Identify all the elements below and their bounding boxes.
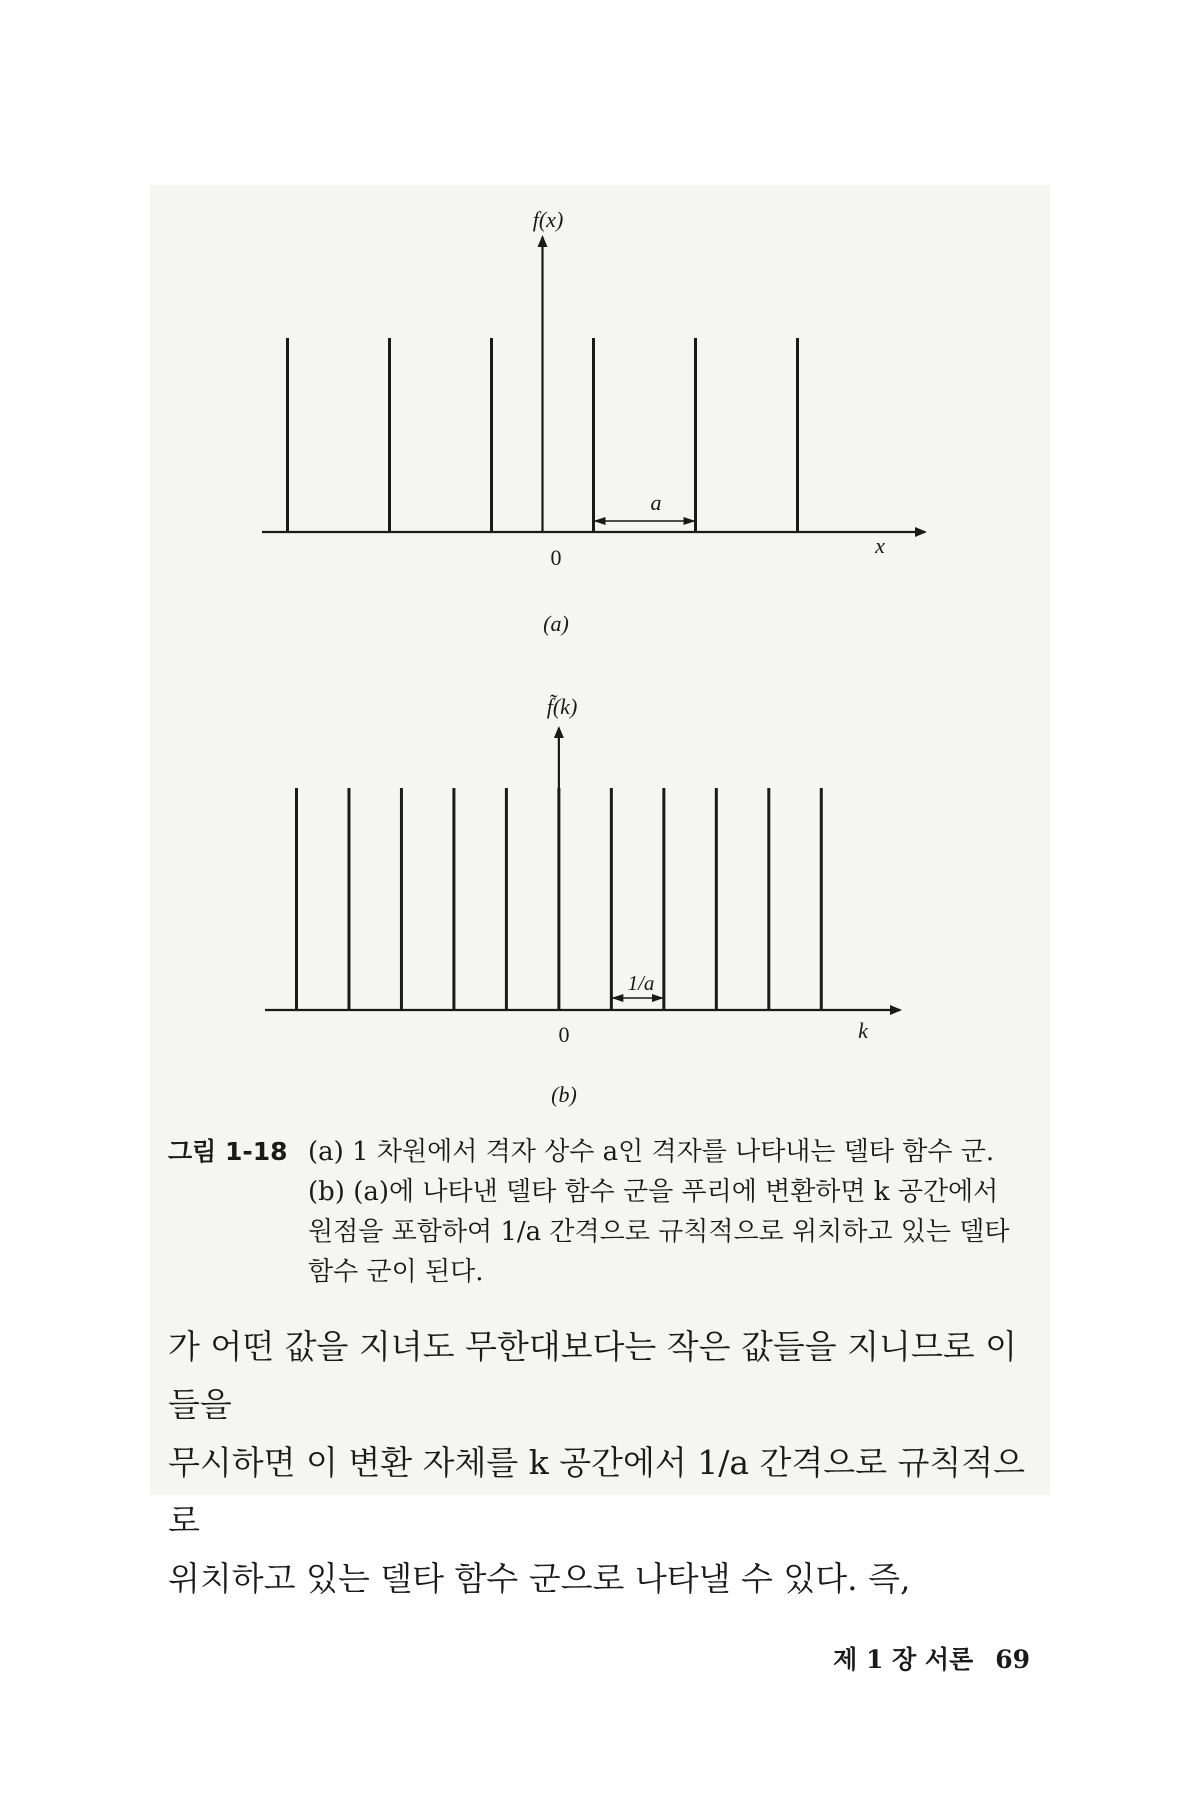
page-number: 69 xyxy=(995,1645,1030,1674)
body-line: 가 어떤 값을 지녀도 무한대보다는 작은 값들을 지니므로 이들을 xyxy=(168,1327,1017,1424)
figure-b-xlabel: k xyxy=(858,1018,868,1043)
body-line: 무시하면 이 변환 자체를 k 공간에서 1/a 간격으로 규칙적으로 xyxy=(168,1443,1026,1540)
caption-line: (a) 1 차원에서 격자 상수 a인 격자를 나타내는 델타 함수 군. xyxy=(308,1137,995,1167)
caption-text xyxy=(308,1132,1048,1292)
caption-line: (b) (a)에 나타낸 델타 함수 군을 푸리에 변환하면 k 공간에서 xyxy=(308,1177,999,1207)
caption-line: 원점을 포함하여 1/a 간격으로 규칙적으로 위치하고 있는 델타 xyxy=(308,1217,1010,1247)
caption-line: 함수 군이 된다. xyxy=(308,1257,484,1287)
chapter-title: 제 1 장 서론 xyxy=(833,1645,974,1674)
figure-b-ylabel: f̃(k) xyxy=(546,694,578,719)
figure-b-panel-label: (b) xyxy=(551,1082,577,1107)
figure-b xyxy=(0,680,1200,1150)
page-footer xyxy=(833,1640,1030,1676)
caption-number: 그림 1-18 xyxy=(168,1137,288,1166)
figure-a-origin-label: 0 xyxy=(550,545,562,570)
figure-a-panel-label: (a) xyxy=(543,611,569,636)
body-paragraph xyxy=(168,1318,1048,1608)
body-line: 위치하고 있는 델타 함수 군으로 나타낼 수 있다. 즉, xyxy=(168,1559,911,1598)
figure-b-spacing-label: 1/a xyxy=(627,971,655,995)
figure-a-spacing-label: a xyxy=(650,490,662,515)
figure-a-xlabel: x xyxy=(875,533,885,558)
figure-b-origin-label: 0 xyxy=(558,1022,570,1047)
figure-caption xyxy=(168,1132,1048,1292)
figure-a-ylabel: f(x) xyxy=(532,207,564,232)
